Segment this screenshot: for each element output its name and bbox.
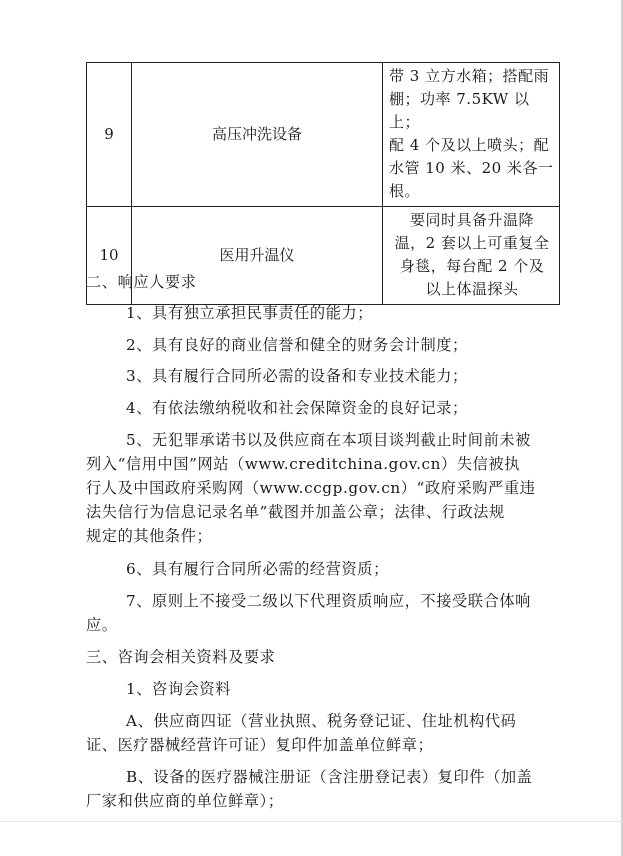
row-number: 10: [87, 207, 132, 305]
equipment-requirement: [383, 207, 560, 305]
requirement-line: 身毯，每台配 2 个及: [399, 257, 545, 275]
material-item-line: 厂家和供应商的单位鲜章）；: [86, 792, 284, 810]
requirement-line: 水管 10 米、20 米各一: [389, 159, 554, 177]
requirement-item-line: 法失信行为信息记录名单”截图并加盖公章；法律、行政法规: [86, 503, 505, 521]
requirement-item: 4、有依法缴纳税收和社会保障资金的良好记录；: [126, 399, 468, 417]
material-item-line: A、供应商四证（营业执照、税务登记证、住址机构代码: [126, 712, 517, 730]
requirement-line: 温，2 套以上可重复全: [394, 234, 550, 252]
requirement-item: 6、具有履行合同所必需的经营资质；: [126, 560, 389, 578]
sub-heading: 1、咨询会资料: [126, 680, 231, 698]
equipment-name: 医用升温仪: [132, 207, 383, 305]
requirement-item-line: 应。: [86, 616, 118, 634]
requirement-item: 3、具有履行合同所必需的设备和专业技术能力；: [126, 367, 468, 385]
material-item-line: 证、医疗器械经营许可证）复印件加盖单位鲜章；: [86, 736, 434, 754]
scan-fold-line: [0, 821, 623, 822]
table-row: [87, 63, 560, 207]
requirement-item-line: 5、无犯罪承诺书以及供应商在本项目谈判截止时间前未被: [126, 431, 531, 449]
requirement-line: 以上体温探头: [425, 280, 519, 298]
section-heading: 二、响应人要求: [86, 273, 197, 291]
requirement-item: 1、具有独立承担民事责任的能力；: [126, 304, 374, 322]
material-item-line: B、设备的医疗器械注册证（含注册登记表）复印件（加盖: [126, 768, 533, 786]
requirement-item-line: 列入“信用中国”网站（www.creditchina.gov.cn）失信被执: [86, 455, 520, 473]
requirement-item-line: 行人及中国政府采购网（www.ccgp.gov.cn）“政府采购严重违: [86, 479, 536, 497]
row-number: 9: [87, 63, 132, 207]
requirement-line: 要同时具备升温降: [409, 211, 534, 229]
section-heading: 三、咨询会相关资料及要求: [86, 648, 276, 666]
equipment-requirement: [383, 63, 560, 207]
requirement-line: 棚；功率 7.5KW 以上；: [389, 90, 530, 131]
requirement-item-line: 7、原则上不接受二级以下代理资质响应，不接受联合体响: [126, 592, 531, 610]
requirement-line: 根。: [389, 182, 421, 200]
requirement-item: 2、具有良好的商业信誉和健全的财务会计制度；: [126, 336, 468, 354]
requirement-item-line: 规定的其他条件；: [86, 527, 213, 545]
requirement-line: 带 3 立方水箱；搭配雨: [389, 67, 550, 85]
equipment-name: 高压冲洗设备: [132, 63, 383, 207]
requirement-line: 配 4 个及以上喷头；配: [389, 136, 550, 154]
